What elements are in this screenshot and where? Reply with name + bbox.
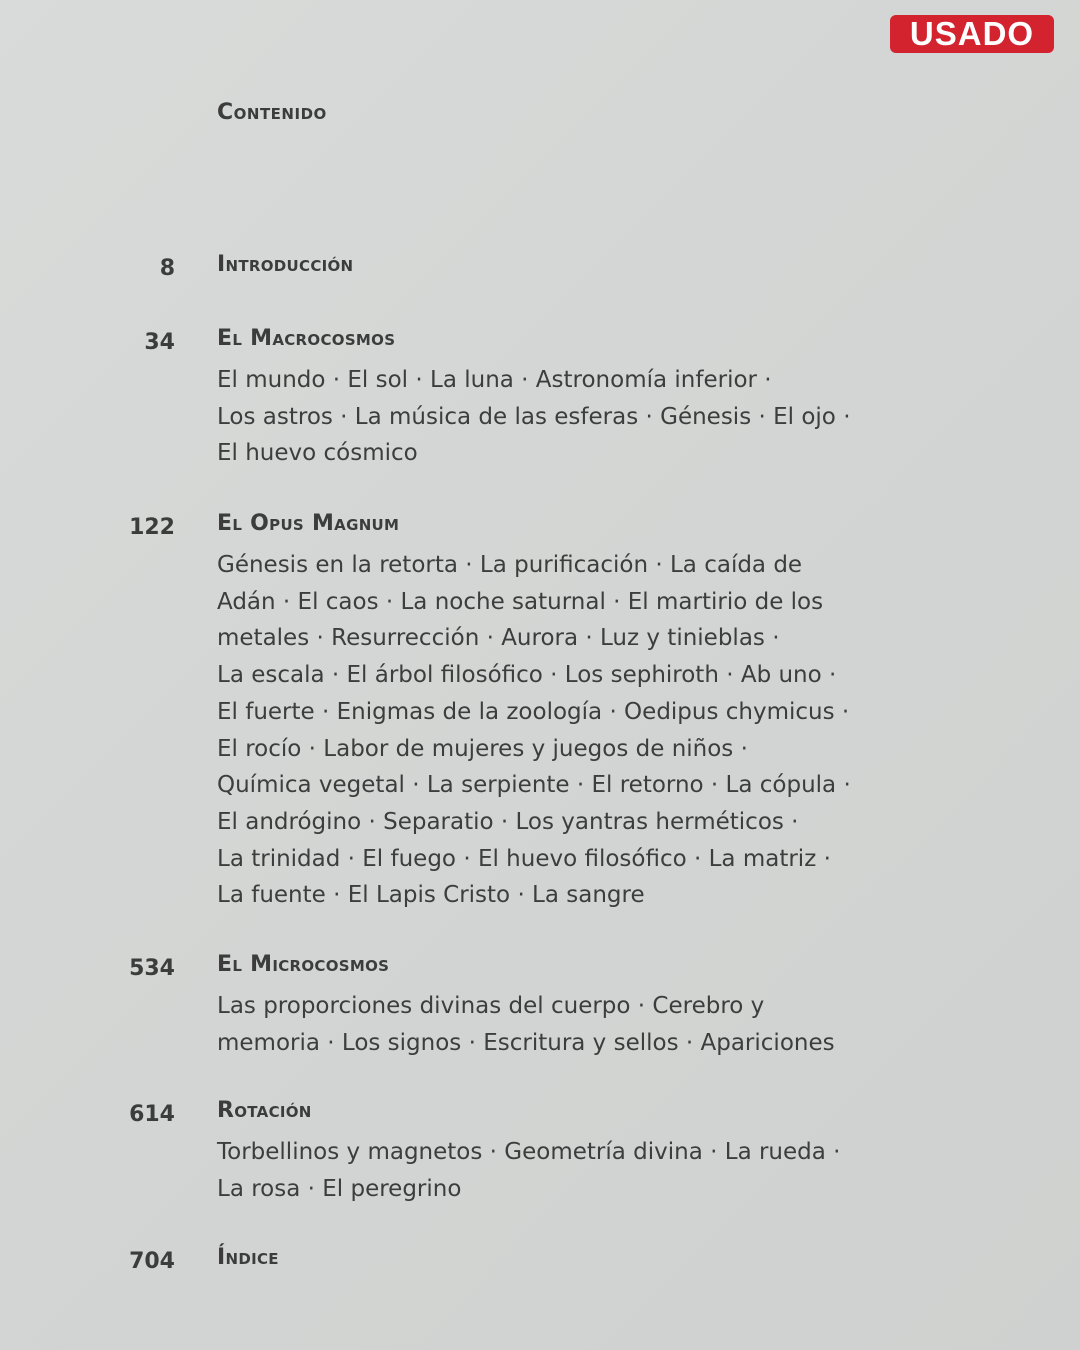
section-title: Índice [217,1245,279,1270]
section-topics [217,988,847,1061]
topic-line: Los astros · La música de las esferas · Génesis · El ojo · [217,403,851,430]
page-number: 122 [129,515,175,540]
section-title: El Microcosmos [217,952,390,977]
topic-line: El fuerte · Enigmas de la zoología · Oedipus chymicus · [217,698,850,725]
topic-line: Adán · El caos · La noche saturnal · El martirio de los [217,588,824,615]
page-number: 34 [144,330,175,355]
section-title: Rotación [217,1098,312,1123]
topic-line: metales · Resurrección · Aurora · Luz y tinieblas · [217,625,780,652]
topic-line: La fuente · El Lapis Cristo · La sangre [217,882,645,909]
topic-line: La rosa · El peregrino [217,1175,462,1202]
topic-line: Las proporciones divinas del cuerpo · Cerebro y [217,993,765,1019]
section-topics [217,1134,847,1207]
topic-line: memoria · Los signos · Escritura y sellos · Apariciones [217,1029,835,1056]
topic-line: El mundo · El sol · La luna · Astronomía inferior · [217,367,772,393]
used-badge: USADO [890,15,1054,53]
page-number: 8 [159,256,175,281]
page-title: Contenido [217,100,327,125]
topic-line: El andrógino · Separatio · Los yantras herméticos · [217,808,799,835]
topic-line: Génesis en la retorta · La purificación · La caída de [217,552,803,578]
topic-line: La trinidad · El fuego · El huevo filosófico · La matriz · [217,845,831,872]
topic-line: Torbellinos y magnetos · Geometría divina · La rueda · [217,1139,841,1165]
topic-line: El rocío · Labor de mujeres y juegos de niños · [217,735,748,762]
section-title: El Macrocosmos [217,326,396,351]
section-title: El Opus Magnum [217,511,400,536]
topic-line: Química vegetal · La serpiente · El retorno · La cópula · [217,772,851,799]
section-title: Introducción [217,252,354,277]
page-number: 704 [129,1249,175,1274]
section-topics [217,547,851,914]
page-number: 534 [129,956,175,981]
page-number: 614 [129,1102,175,1127]
section-topics [217,362,851,472]
topic-line: La escala · El árbol filosófico · Los sephiroth · Ab uno · [217,662,837,689]
topic-line: El huevo cósmico [217,440,418,467]
